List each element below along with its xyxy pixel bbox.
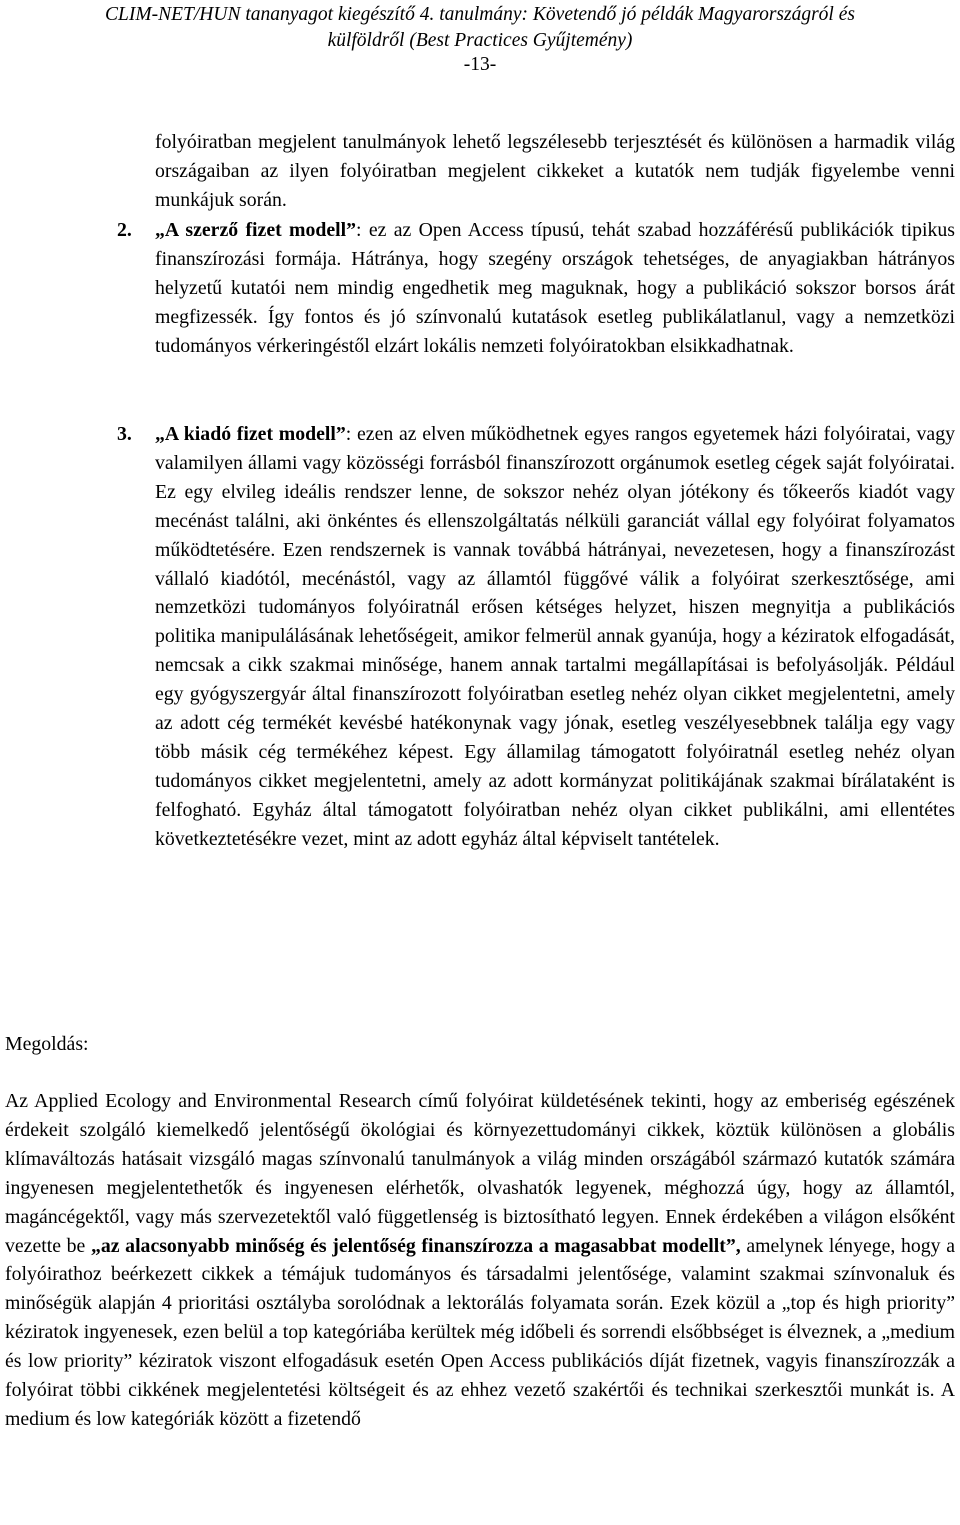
header-line-2: külföldről (Best Practices Gyűjtemény)	[327, 30, 633, 51]
page-header	[0, 2, 960, 54]
header-line-1: CLIM-NET/HUN tananyagot kiegészítő 4. tanulmány: Követendő jó példák Magyarországról és	[105, 4, 855, 25]
list-item-text: : ezen az elven működhetnek egyes rangos egyetemek házi folyóiratai, vagy valamilyen állami vagy közösségi forrásból finanszírozott orgánumok esetleg cégek saját folyóiratai. Ez egy elvileg ideális rendszer lenne, de sokszor nehéz olyan jótékony és tőkeerős kiadót vagy mecénást találni, aki önkéntes és ellenszolgáltatás nélküli garanciát vállal egy folyóirat folyamatos működtetésére. Ezen rendszernek is vannak továbbá hátrányai, nevezetesen, hogy a finanszírozást vállaló kiadótól, mecénástól, vagy az államtól függővé válik a folyóirat szerkesztősége, ami nemzetközi tudományos folyóiratnál erősen kétséges helyzet, hiszen megnyitja a publikációs politika manipulálásának lehetőségeit, amikor felmerül annak gyanúja, hogy a kéziratok elfogadását, nemcsak a cikk szakmai minősége, hanem annak tartalmi megállapításai is befolyásolják. Például egy gyógyszergyár által finanszírozott folyóiratban esetleg nehéz olyan cikket megjelentetni, amely az adott cég termékét kevésbé hatékonynak vagy jónak, esetleg veszélyesebbnek találja egy vagy több másik cég termékéhez képest. Egy államilag támogatott folyóiratnál esetleg nehéz olyan tudományos cikket megjelentetni, amely az adott kormányzat politikájának szakmai bírálataként is felfogható. Egyház által támogatott folyóiratban nehéz olyan cikket publikálni, ami ellentétes következtetésékre vezet, mint az adott egyház által képviselt tantételek.	[155, 423, 955, 850]
list-item-text: : ez az Open Access típusú, tehát szabad hozzáférésű publikációk tipikus finanszírozási formája. Hátránya, hogy szegény országok tehetséges, de anyagiakban hátrányos helyzetű kutatói nem mindig engedhetik meg maguknak, hogy a publikáció sokszor borsos árát megfizessék. Így fontos és jó színvonalú kutatások esetleg publikálatlanul, vagy a nemzetközi tudományos vérkeringéstől elzárt lokális nemzeti folyóiratokban elsikkadhatnak.	[155, 219, 955, 357]
solution-paragraph	[5, 1087, 955, 1434]
list-item-3	[117, 420, 955, 854]
list-item-title: „A szerző fizet modell”	[155, 219, 357, 241]
list-item-2	[117, 216, 955, 361]
solution-bold-model: „az alacsonyabb minőség és jelentőség finanszírozza a magasabbat modellt”,	[90, 1234, 741, 1257]
list-item-title: „A kiadó fizet modell”	[155, 423, 346, 445]
solution-text-2: amelynek lényege, hogy a folyóirathoz beérkezett cikkek a témájuk tudományos és társadalmi jelentősége, valamint szakmai színvonaluk és minőségük alapján 4 prioritási osztályba sorolódnak a lektorálás folyamata során. Ezek közül a „top és high priority” kéziratok ingyenesek, ezen belül a top kategóriába kerültek még időbeli és sorrendi elsőbbséget is élveznek, a „medium és low priority” kéziratok viszont elfogadásuk esetén Open Access publikációs díját fizetnek, vagyis finanszírozzák a folyóirat többi cikkének megjelentetési költségeit és az ehhez vezető szakértői és technikai szerkesztői munkát is. A medium és low kategóriák között a fizetendő	[5, 1234, 955, 1430]
list-number: 3.	[117, 423, 132, 445]
intro-paragraph: folyóiratban megjelent tanulmányok lehető legszélesebb terjesztését és különösen a harmadik világ országaiban az ilyen folyóiratban megjelent cikkeket a kutatók nem tudják figyelembe venni munkájuk során.	[155, 131, 955, 211]
list-number: 2.	[117, 219, 132, 241]
page-number: -13-	[463, 54, 497, 75]
solution-text-1: Az Applied Ecology and Environmental Research című folyóirat küldetésének tekinti, hogy az emberiség egészének érdekeit szolgáló kiemelkedő jelentőségű ökológiai és környezettudományi cikkek, köztük különösen a globális klímaváltozás hatásait vizsgáló magas színvonalú tanulmányok a világ minden országából származó kutatók számára ingyenesen megjelentethetők és ingyenesen elérhetők, olvashatók legyenek, méghozzá úgy, hogy az államtól, magáncégektől, vagy más szervezetektől való függetlenség is biztosítható legyen. Ennek érdekében a világon elsőként vezette be	[5, 1090, 955, 1257]
solution-label: Megoldás:	[5, 1033, 89, 1055]
